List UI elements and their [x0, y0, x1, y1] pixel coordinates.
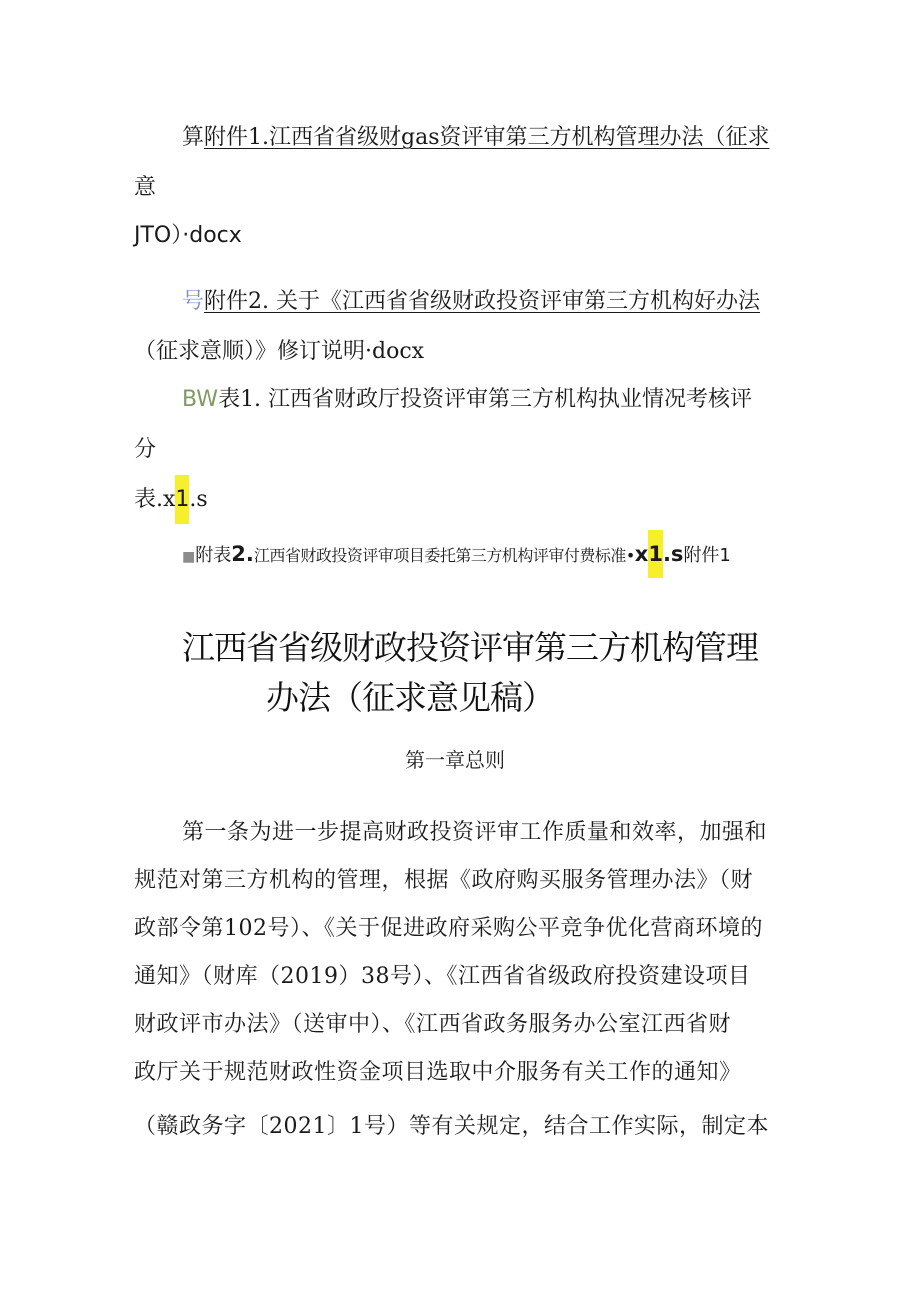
body-line: 第一条为进一步提高财政投资评审工作质量和效率，加强和 [182, 820, 768, 845]
highlight-mark: 1 [175, 475, 189, 524]
table-1-line1[interactable] [182, 386, 752, 414]
body-line: 规范对第三方机构的管理，根据《政府购买服务管理办法》（财 [134, 868, 754, 893]
table-1-line3[interactable]: 表.x1.s [134, 486, 208, 514]
attachment-2-line1[interactable] [182, 288, 760, 316]
body-line: 通知》（财库（2019）38号）、《江西省省级政府投资建设项目 [134, 964, 751, 989]
body-line: （赣政务字〔2021〕1号）等有关规定，结合工作实际，制定本 [134, 1114, 769, 1139]
attachment-1-link[interactable]: 附件1.江西省省级财gas资评审第三方机构管理办法（征求 [204, 125, 770, 150]
table-1-link[interactable]: 表1. 江西省财政厅投资评审第三方机构执业情况考核评 [218, 387, 753, 412]
attachment-2-link[interactable]: 附件2. 关于《江西省省级财政投资评审第三方机构好办法 [204, 289, 761, 314]
table-2-link[interactable]: 江西省财政投资评审项目委托第三方机构评审付费标准• [253, 546, 635, 565]
table-2-line[interactable]: ■附表2.江西省财政投资评审项目委托第三方机构评审付费标准•x1.s附件1 [182, 540, 731, 571]
document-title-line1: 江西省省级财政投资评审第三方机构管理 [182, 628, 758, 667]
attachment-1-line2: 意 [134, 175, 157, 200]
table-1-prefix: BW [182, 387, 219, 412]
attachment-1-label: 附件1 [683, 545, 731, 566]
body-line: 政部令第102号）、《关于促进政府采购公平竞争优化营商环境的 [134, 916, 763, 941]
attachment-2-prefix: 号 [182, 289, 205, 314]
chapter-heading: 第一章总则 [405, 748, 505, 772]
highlight-mark: 1 [648, 530, 663, 578]
attachment-1-line1[interactable] [182, 124, 770, 152]
body-line: 财政评市办法》（送审中）、《江西省政务服务办公室江西省财 [134, 1012, 732, 1037]
table-1-line2: 分 [134, 437, 157, 462]
body-line: 政厅关于规范财政性资金项目选取中介服务有关工作的通知》 [134, 1060, 742, 1085]
table-2-prefix-square: ■ [182, 549, 196, 565]
document-title-line2: 办法（征求意见稿） [266, 678, 554, 717]
attachment-1-line3[interactable]: JTO）·docx [134, 223, 242, 248]
attachment-1-prefix: 算 [182, 125, 205, 150]
attachment-2-line2[interactable]: （征求意顺）》修订说明·docx [134, 339, 425, 364]
